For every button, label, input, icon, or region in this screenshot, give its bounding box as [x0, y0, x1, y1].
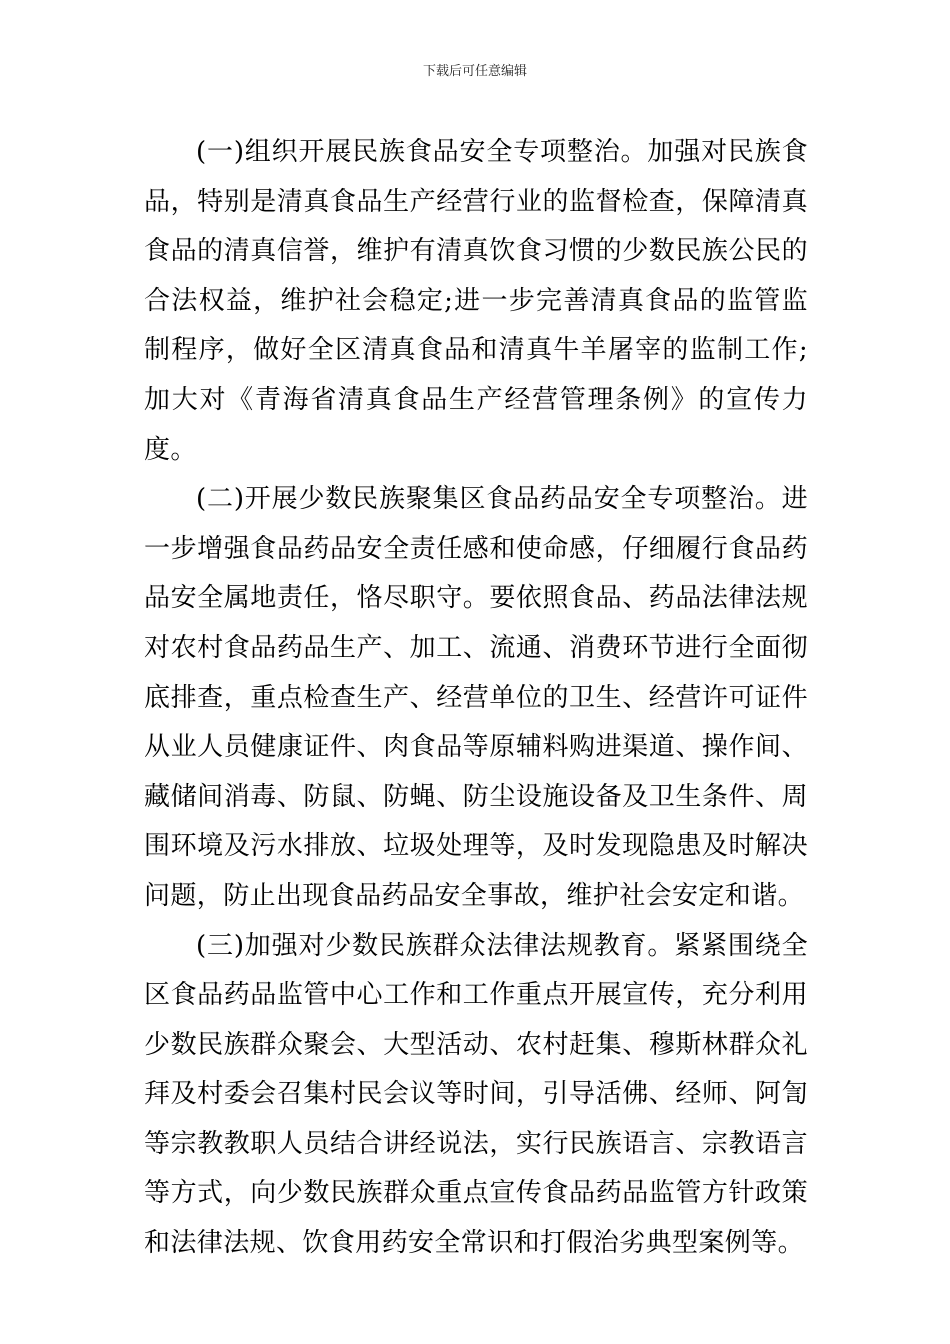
document-body: [144, 128, 808, 1269]
paragraph-2: (二)开展少数民族聚集区食品药品安全专项整治。进一步增强食品药品安全责任感和使命感，仔细履行食品药品安全属地责任，恪尽职守。要依照食品、药品法律法规对农村食品药品生产、加工、流通、消费环节进行全面彻底排查，重点检查生产、经营单位的卫生、经营许可证件从业人员健康证件、肉食品等原辅料购进渠道、操作间、藏储间消毒、防鼠、防蝇、防尘设施设备及卫生条件、周围环境及污水排放、垃圾处理等，及时发现隐患及时解决问题，防止出现食品药品安全事故，维护社会安定和谐。: [144, 484, 808, 911]
paragraph-1: (一)组织开展民族食品安全专项整治。加强对民族食品，特别是清真食品生产经营行业的监督检查，保障清真食品的清真信誉，维护有清真饮食习惯的少数民族公民的合法权益，维护社会稳定;进一步完善清真食品的监管监制程序，做好全区清真食品和清真牛羊屠宰的监制工作;加大对《青海省清真食品生产经营管理条例》的宣传力度。: [144, 137, 808, 465]
paragraph-3: (三)加强对少数民族群众法律法规教育。紧紧围绕全区食品药品监管中心工作和工作重点开展宣传，充分利用少数民族群众聚会、大型活动、农村赶集、穆斯林群众礼拜及村委会召集村民会议等时间，引导活佛、经师、阿訇等宗教教职人员结合讲经说法，实行民族语言、宗教语言等方式，向少数民族群众重点宣传食品药品监管方针政策和法律法规、饮食用药安全常识和打假治劣典型案例等。: [144, 930, 808, 1259]
header-note: 下载后可任意编辑: [422, 64, 527, 79]
